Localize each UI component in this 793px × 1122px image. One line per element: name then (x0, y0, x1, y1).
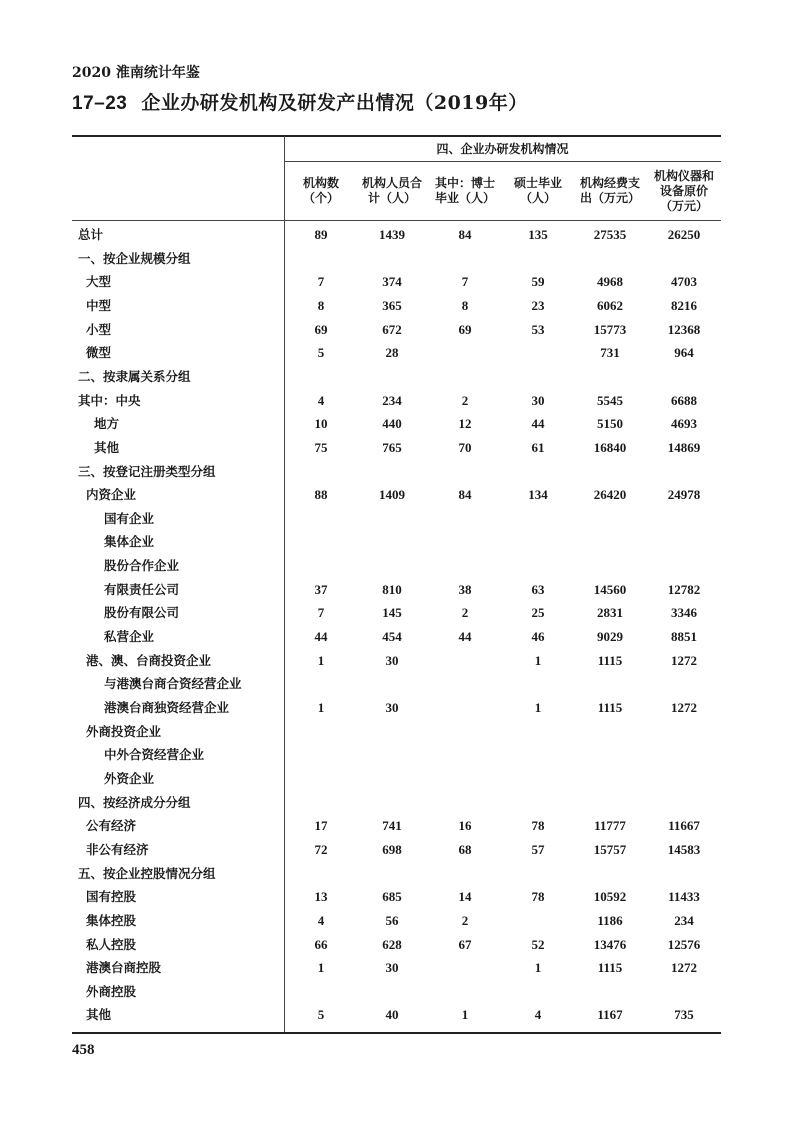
table-cell: 1409 (379, 487, 405, 503)
row-label: 外商投资企业 (86, 723, 162, 739)
row-label: 港澳台商控股 (86, 960, 162, 976)
table-cell: 1 (534, 960, 542, 976)
row-label: 中型 (86, 297, 112, 313)
table-cell: 7 (317, 274, 325, 290)
table-row (72, 886, 721, 908)
table-cell: 454 (382, 629, 402, 645)
table-row (72, 602, 721, 624)
row-label: 小型 (86, 321, 112, 337)
table-row (72, 650, 721, 672)
table-row (72, 792, 721, 814)
table-cell: 24978 (667, 487, 701, 503)
table-title (72, 88, 528, 115)
table-cell: 2 (461, 392, 469, 408)
table-row (72, 697, 721, 719)
column-header: 其中：博士 毕业（人） (434, 176, 495, 205)
table-row (72, 673, 721, 695)
table-cell: 15757 (593, 841, 627, 857)
row-label: 大型 (86, 274, 112, 290)
table-cell: 9029 (597, 629, 623, 645)
header-bottom-rule (72, 220, 721, 221)
table-cell: 6062 (597, 297, 623, 313)
table-cell: 88 (314, 487, 328, 503)
table-row (72, 863, 721, 885)
row-label: 四、按经济成分分组 (78, 794, 191, 810)
table-cell: 8 (317, 297, 325, 313)
table-cell: 27535 (593, 227, 627, 242)
table-cell: 38 (458, 581, 472, 597)
table-cell: 75 (314, 439, 328, 455)
table-cell: 234 (674, 912, 694, 928)
table-cell: 134 (528, 487, 548, 503)
table-code: 17–23 (72, 93, 128, 114)
row-label: 公有经济 (86, 818, 137, 834)
table-cell: 765 (382, 439, 402, 455)
table-cell: 2831 (597, 605, 623, 621)
table-cell: 68 (458, 841, 472, 857)
table-top-rule (72, 135, 721, 137)
table-cell: 37 (314, 581, 328, 597)
table-row (72, 981, 721, 1003)
row-label: 国有企业 (104, 510, 155, 526)
table-cell: 30 (385, 960, 399, 976)
table-cell: 12368 (667, 321, 701, 337)
table-row (72, 413, 721, 435)
table-cell: 2 (461, 912, 469, 928)
table-cell: 30 (531, 392, 545, 408)
table-cell: 698 (382, 841, 402, 857)
table-cell: 5545 (597, 392, 623, 408)
table-cell: 11777 (594, 818, 626, 834)
table-cell: 1115 (597, 652, 623, 668)
column-header: 机构仪器和 设备原价 （万元） (653, 168, 714, 213)
table-row (72, 957, 721, 979)
table-cell: 731 (600, 345, 620, 361)
row-label: 港澳台商独资经营企业 (104, 700, 230, 715)
row-label: 集体企业 (104, 534, 155, 550)
table-cell: 78 (531, 889, 545, 905)
table-cell: 12782 (667, 581, 701, 597)
table-cell: 1 (534, 652, 542, 668)
table-row (72, 910, 721, 932)
table-cell: 13 (314, 889, 328, 905)
table-cell: 2 (461, 605, 469, 621)
table-cell: 14 (458, 889, 472, 905)
table-cell: 145 (382, 605, 402, 621)
table-cell: 52 (531, 936, 545, 952)
table-cell: 1186 (597, 912, 623, 928)
table-cell: 672 (382, 321, 402, 337)
table-cell: 1 (461, 1007, 469, 1023)
column-header: 机构人员合 计（人） (361, 176, 422, 205)
row-label: 外商控股 (86, 983, 137, 999)
table-row (72, 461, 721, 483)
table-row (72, 815, 721, 837)
table-cell: 4968 (597, 274, 623, 290)
table-cell: 1115 (597, 700, 623, 715)
table-cell: 15773 (593, 321, 627, 337)
table-cell: 685 (382, 889, 402, 905)
table-cell: 4693 (671, 416, 697, 432)
table-cell: 964 (674, 345, 694, 361)
table-cell: 84 (458, 487, 472, 503)
table-cell: 46 (531, 629, 545, 645)
table-row (72, 555, 721, 577)
table-cell: 810 (382, 581, 402, 597)
table-cell: 67 (458, 936, 472, 952)
table-cell: 12576 (667, 936, 701, 952)
table-cell: 10 (314, 416, 328, 432)
table-cell: 14583 (667, 841, 701, 857)
table-cell: 66 (314, 936, 328, 952)
table-cell: 1167 (597, 1007, 623, 1023)
table-cell: 7 (461, 274, 469, 290)
table-cell: 72 (314, 841, 328, 857)
column-header: 机构数 （个） (302, 176, 339, 205)
table-cell: 135 (528, 227, 548, 242)
row-label: 五、按企业控股情况分组 (78, 865, 216, 881)
table-cell: 13476 (593, 936, 627, 952)
row-label: 其中：中央 (78, 392, 141, 408)
table-row (72, 508, 721, 530)
table-cell: 17 (314, 818, 328, 834)
row-label: 国有控股 (86, 889, 137, 905)
table-row (72, 390, 721, 412)
running-head: 2020 淮南统计年鉴 (72, 65, 200, 81)
table-row (72, 721, 721, 743)
table-cell: 10592 (593, 889, 627, 905)
row-label: 总计 (78, 227, 104, 242)
table-cell: 735 (674, 1007, 694, 1023)
table-row (72, 839, 721, 861)
table-cell: 89 (314, 227, 328, 242)
table-cell: 44 (314, 629, 328, 645)
table-cell: 1 (317, 700, 325, 715)
table-cell: 1272 (671, 652, 697, 668)
group-header: 四、企业办研发机构情况 (436, 142, 569, 156)
table-cell: 1 (534, 700, 542, 715)
row-label: 其他 (86, 1007, 112, 1023)
table-row (72, 271, 721, 293)
column-header: 机构经费支 出（万元） (579, 176, 640, 205)
row-label: 股份合作企业 (104, 558, 180, 574)
row-label: 地方 (94, 416, 120, 432)
row-label: 内资企业 (86, 487, 137, 503)
row-label: 集体控股 (86, 912, 137, 928)
table-cell: 374 (382, 274, 402, 290)
table-cell: 741 (382, 818, 402, 834)
table-row (72, 437, 721, 459)
table-cell: 1 (317, 652, 325, 668)
table-cell: 26420 (593, 487, 627, 503)
table-cell: 5 (317, 345, 325, 361)
row-label: 一、按企业规模分组 (78, 250, 191, 266)
table-title-text: 企业办研发机构及研发产出情况（2019年） (141, 92, 528, 114)
table-row (72, 1004, 721, 1026)
row-label: 三、按登记注册类型分组 (78, 463, 216, 479)
table-cell: 8 (461, 297, 469, 313)
table-cell: 57 (531, 841, 545, 857)
table-cell: 14560 (593, 581, 627, 597)
table-cell: 26250 (667, 227, 701, 242)
row-label: 中外合资经营企业 (104, 747, 205, 763)
table-cell: 84 (458, 227, 472, 242)
table-cell: 30 (385, 652, 399, 668)
row-label: 私营企业 (104, 629, 155, 645)
table-cell: 8851 (671, 629, 697, 645)
table-row (72, 342, 721, 364)
row-label: 有限责任公司 (104, 581, 180, 597)
table-cell: 53 (531, 321, 545, 337)
table-cell: 59 (531, 274, 545, 290)
table-cell: 56 (385, 912, 399, 928)
table-cell: 69 (314, 321, 328, 337)
row-label: 私人控股 (86, 936, 137, 952)
table-cell: 16840 (593, 439, 627, 455)
table-cell: 5150 (597, 416, 623, 432)
row-label: 非公有经济 (86, 841, 149, 857)
table-cell: 23 (531, 297, 545, 313)
table-bottom-rule (72, 1032, 721, 1034)
table-row (72, 224, 721, 246)
row-label: 外资企业 (104, 770, 155, 786)
table-cell: 5 (317, 1007, 325, 1023)
page-number: 458 (72, 1042, 95, 1058)
table-cell: 28 (385, 345, 399, 361)
table-cell: 61 (531, 439, 545, 455)
table-cell: 1439 (379, 227, 405, 242)
table-row (72, 579, 721, 601)
table-cell: 8216 (671, 297, 697, 313)
table-cell: 30 (385, 700, 399, 715)
table-cell: 4 (534, 1007, 542, 1023)
row-label: 二、按隶属关系分组 (78, 368, 191, 384)
group-header-rule (284, 161, 721, 162)
table-cell: 234 (382, 392, 402, 408)
table-cell: 1 (317, 960, 325, 976)
table-row (72, 626, 721, 648)
table-cell: 63 (531, 581, 545, 597)
table-cell: 44 (458, 629, 472, 645)
table-cell: 40 (385, 1007, 399, 1023)
table-cell: 1272 (671, 700, 697, 715)
table-row (72, 295, 721, 317)
table-cell: 3346 (671, 605, 697, 621)
row-label: 微型 (86, 345, 112, 361)
table-row (72, 934, 721, 956)
table-cell: 78 (531, 818, 545, 834)
table-cell: 1272 (671, 960, 697, 976)
table-cell: 11433 (668, 889, 700, 905)
table-cell: 70 (458, 439, 472, 455)
row-label: 其他 (94, 439, 120, 455)
table-cell: 16 (458, 818, 472, 834)
table-row (72, 366, 721, 388)
row-label: 股份有限公司 (104, 605, 180, 621)
table-row (72, 768, 721, 790)
table-row (72, 744, 721, 766)
table-cell: 69 (458, 321, 472, 337)
table-row (72, 319, 721, 341)
table-row (72, 248, 721, 270)
table-cell: 12 (458, 416, 472, 432)
table-cell: 7 (317, 605, 325, 621)
row-label: 与港澳台商合资经营企业 (104, 676, 242, 692)
row-label: 港、澳、台商投资企业 (86, 652, 212, 668)
table-cell: 4703 (671, 274, 697, 290)
table-cell: 25 (531, 605, 545, 621)
table-cell: 440 (382, 416, 402, 432)
table-cell: 6688 (671, 392, 697, 408)
table-cell: 14869 (667, 439, 701, 455)
table-cell: 628 (382, 936, 402, 952)
table-cell: 365 (382, 297, 402, 313)
column-header: 硕士毕业 （人） (513, 176, 562, 205)
table-cell: 4 (317, 912, 325, 928)
table-cell: 11667 (668, 818, 700, 834)
table-cell: 4 (317, 392, 325, 408)
table-cell: 1115 (597, 960, 623, 976)
table-row (72, 484, 721, 506)
table-row (72, 531, 721, 553)
table-cell: 44 (531, 416, 545, 432)
